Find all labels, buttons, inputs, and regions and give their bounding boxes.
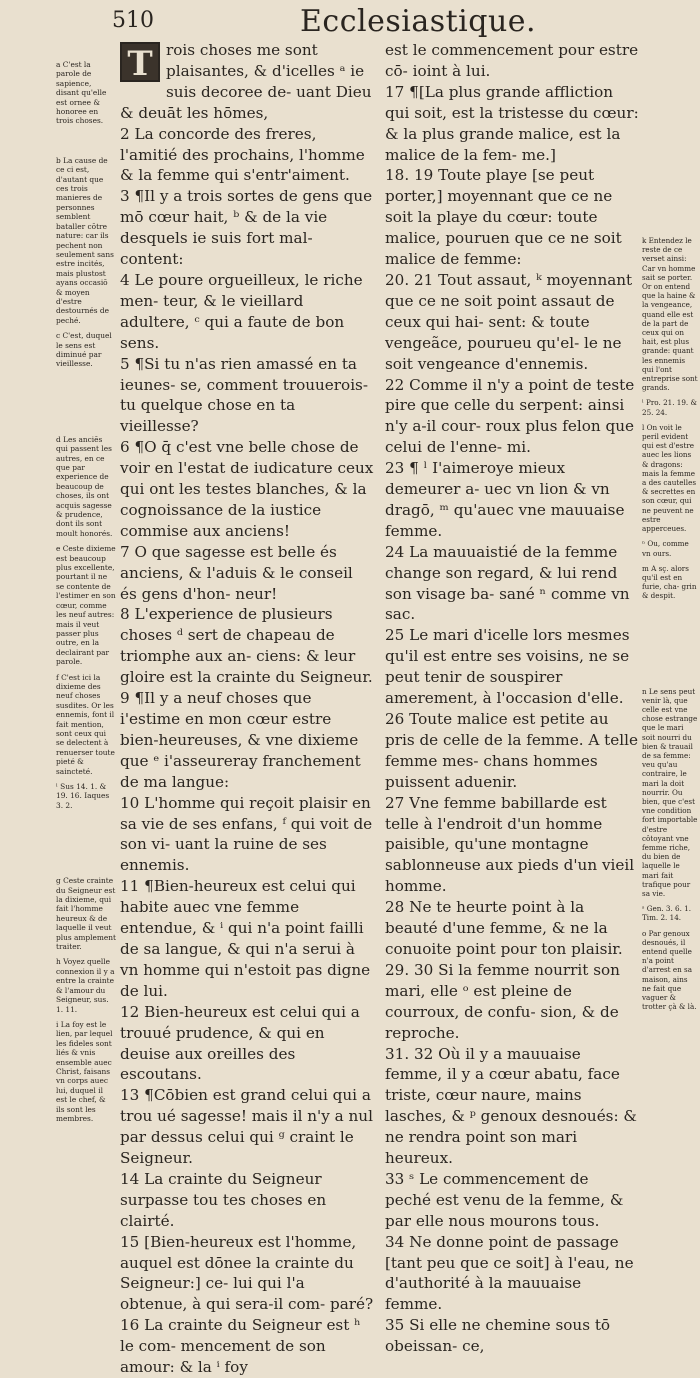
margin-note: l On voit le peril evident qui est d'estre auec les lions & dragons: mais la femme a des cautelles & secrettes en son cœur, qui ne peuvent ne estre apperceues. <box>642 422 697 534</box>
margin-note: b La cause de ce ci est, d'autant que ces trois manieres de personnes semblent bataller cōtre nature: car ils pechent non seulement sans estre incités, mais plustost ayans occasiō & moyen d'estre destournés de peché. <box>56 155 114 325</box>
margin-note: o Par genoux desnoués, il entend quelle n'a point d'arrest en sa maison, ains ne fait que vaguer & trotter çà & là. <box>642 928 697 1012</box>
margin-note: e Ceste dixieme est beaucoup plus excellente, pourtant il ne se contente de l'estimer en son cœur, comme les neuf autres: mais il veut passer plus outre, en la declairant par parole. <box>56 544 116 667</box>
verse-35: 35 Si elle ne chemine sous tō obeissan- ce, <box>385 1316 611 1356</box>
left-text-column <box>120 40 374 1378</box>
verse-2: 2 La concorde des freres, l'amitié des prochains, l'homme & la femme qui s'entr'aiment. <box>120 124 365 185</box>
drop-cap-initial: T <box>120 42 160 82</box>
margin-note: g Ceste crainte du Seigneur est la dixieme, qui fait l'homme heureux & de laquelle il veut plus amplement traiter. <box>56 876 116 952</box>
verse-27: 27 Vne femme babillarde est telle à l'endroit d'un homme paisible, qu'une montagne sablonneuse aux pieds d'un vieil homme. <box>385 793 635 896</box>
margin-note: ⁿ Ou, comme vn ours. <box>642 539 689 558</box>
verse-12: 12 Bien-heureux est celui qui a trouué prudence, & qui en deuise aux oreilles des escoutans. <box>120 1002 360 1084</box>
margin-note: m A sç. alors qu'il est en furie, cha- grin & despit. <box>642 563 697 601</box>
verse-23: 23 ¶ ˡ I'aimeroye mieux demeurer a- uec vn lion & vn dragō, ᵐ qu'auec vne mauuaise femme. <box>385 459 625 540</box>
verse-15: 15 [Bien-heureux est l'homme, auquel est dōnee la crainte du Seigneur:] ce- lui qui l'a obtenue, à qui sera-il com- paré? <box>120 1232 374 1314</box>
right-margin-notes <box>642 236 698 1017</box>
margin-note: ˡ Sus 14. 1. & 19. 16. Iaques 3. 2. <box>56 782 110 810</box>
verse-17: 17 ¶[La plus grande affliction qui soit, est la tristesse du cœur: & la plus grande malice, est la malice de la fem- me.] <box>385 82 639 164</box>
verse-29-30: 29. 30 Si la femme nourrit son mari, elle ᵒ est pleine de courroux, de confu- sion, & de reproche. <box>385 960 620 1042</box>
verse-16-cont: est le commencement pour estre cō- ioint à lui. <box>385 41 639 80</box>
verse-1 <box>120 40 374 124</box>
verse-16: 16 La crainte du Seigneur est ʰ le com- mencement de son amour: & la ⁱ foy <box>120 1316 361 1377</box>
verse-3: 3 ¶Il y a trois sortes de gens que mō cœur hait, ᵇ & de la vie desquels ie suis fort mal-content: <box>120 187 373 269</box>
verse-22: 22 Comme il n'y a point de teste pire que celle du serpent: ainsi n'y a-il cour- roux plus felon que celui de l'enne- mi. <box>385 375 635 457</box>
verse-11: 11 ¶Bien-heureux est celui qui habite auec vne femme entendue, & ⁱ qui n'a point failli de sa langue, & qui n'a serui à vn homme qui n'estoit pas digne de lui. <box>120 877 371 1000</box>
margin-note: k Entendez le reste de ce verset ainsi: Car vn homme sait se porter. Or on entend que la haine & la vengeance, quand elle est de la part de ceux qui on hait, est plus grande: quant les ennemis qui l'ont entreprise sont grands. <box>642 236 698 393</box>
right-text-column <box>385 40 639 1357</box>
running-title: Ecclesiastique. <box>300 4 537 39</box>
margin-note: h Voyez quelle connexion il y a entre la crainte & l'amour du Seigneur, sus. 1. 11. <box>56 957 115 1014</box>
verse-9: 9 ¶Il y a neuf choses que i'estime en mon cœur estre bien-heureuses, & vne dixieme que ᵉ i'asseureray franchement de ma langue: <box>120 689 361 791</box>
margin-note: ˢ Gen. 3. 6. 1. Tim. 2. 14. <box>642 904 692 923</box>
verse-33: 33 ˢ Le commencement de peché est venu de la femme, & par elle nous mourons tous. <box>385 1169 624 1230</box>
verse-10: 10 L'homme qui reçoit plaisir en sa vie de ses enfans, ᶠ qui voit de son vi- uant la ruine de ses ennemis. <box>120 793 373 875</box>
verse-24: 24 La mauuaistié de la femme change son regard, & lui rend son visage ba- sané ⁿ comme vn sac. <box>385 542 630 624</box>
margin-note: n Le sens peut venir là, que celle est vne chose estrange que le mari soit nourri du bien & trauail de sa femme: veu qu'au contraire, le mari la doit nourrir. Ou bien, que c'est vne condition fort importable d'estre côtoyant vne femme riche, du bien de laquelle le mari fait trafique pour sa vie. <box>642 686 698 898</box>
verse-25: 25 Le mari d'icelle lors mesmes qu'il est entre ses voisins, ne se peut tenir de souspirer amerement, à l'occasion d'elle. <box>385 626 630 708</box>
margin-note: f C'est ici la dixieme des neuf choses susdites. Or les ennemis, font il fait mention, sont ceux qui se delectent à renuerser toute pieté & saincteté. <box>56 672 115 776</box>
margin-note: ˡ Pro. 21. 19. & 25. 24. <box>642 398 697 417</box>
verse-18-19: 18. 19 Toute playe [se peut porter,] moyennant que ce ne soit la playe du cœur: toute malice, pouruen que ce ne soit malice de femme: <box>385 166 622 269</box>
page-number: 510 <box>112 8 154 33</box>
verse-6: 6 ¶O q̄ c'est vne belle chose de voir en l'estat de iudicature ceux qui ont les testes blanches, & la cognoissance de la iustice commise aux anciens! <box>120 438 374 540</box>
verse-26: 26 Toute malice est petite au pris de celle de la femme. A telle femme mes- chans hommes puissent aduenir. <box>385 710 638 791</box>
verse-5: 5 ¶Si tu n'as rien amassé en ta ieunes- se, comment trouuerois-tu quelque chose en ta vieillesse? <box>120 354 368 436</box>
margin-note: a C'est la parole de sapience, disant qu'elle est ornee & honoree en trois choses. <box>56 60 107 126</box>
verse-31-32: 31. 32 Où il y a mauuaise femme, il y a cœur abatu, face triste, cœur naure, mains lasches, & ᵖ genoux desnoués: & ne rendra point son mari heureux. <box>385 1044 637 1168</box>
verse-28: 28 Ne te heurte point à la beauté d'une femme, & ne la conuoite point pour ton plaisir. <box>385 898 623 958</box>
verse-8: 8 L'experience de plusieurs choses ᵈ sert de chapeau de triomphe aux an- ciens: & leur gloire est la crainte du Seigneur. <box>120 605 373 687</box>
margin-note: c C'est, duquel le sens est diminué par vieillesse. <box>56 331 112 369</box>
verse-20-21: 20. 21 Tout assaut, ᵏ moyennant que ce ne soit point assaut de ceux qui hai- sent: & toute vengeãce, pourueu qu'el- le ne soit vengeance d'ennemis. <box>385 270 633 373</box>
verse-14: 14 La crainte du Seigneur surpasse tou tes choses en clairté. <box>120 1169 327 1230</box>
left-margin-notes <box>56 60 116 1129</box>
margin-note: d Les anciēs qui passent les autres, en ce que par experience de beaucoup de choses, ils ont acquis sagesse & prudence, dont ils sont moult honorés. <box>56 434 113 538</box>
verse-1-text: rois choses me sont plaisantes, & d'icelles ᵃ ie suis decoree de- uant Dieu & deuāt les hōmes, <box>120 41 372 122</box>
verse-7: 7 O que sagesse est belle és anciens, & l'aduis & le conseil és gens d'hon- neur! <box>120 542 353 603</box>
verse-4: 4 Le poure orgueilleux, le riche men- teur, & le vieillard adultere, ᶜ qui a faute de bon sens. <box>120 270 363 352</box>
margin-note: i La foy est le lien, par lequel les fideles sont liés & vnis ensemble auec Christ, faisans vn corps auec lui, duquel il est le chef, & ils sont les membres. <box>56 1019 113 1123</box>
page-header <box>0 4 700 38</box>
verse-13: 13 ¶Cōbien est grand celui qui a trou ué sagesse! mais il n'y a nul par dessus celui qui ᵍ craint le Seigneur. <box>120 1086 373 1168</box>
verse-34: 34 Ne donne point de passage [tant peu que ce soit] à l'eau, ne d'authorité à la mauuaise femme. <box>385 1232 634 1314</box>
